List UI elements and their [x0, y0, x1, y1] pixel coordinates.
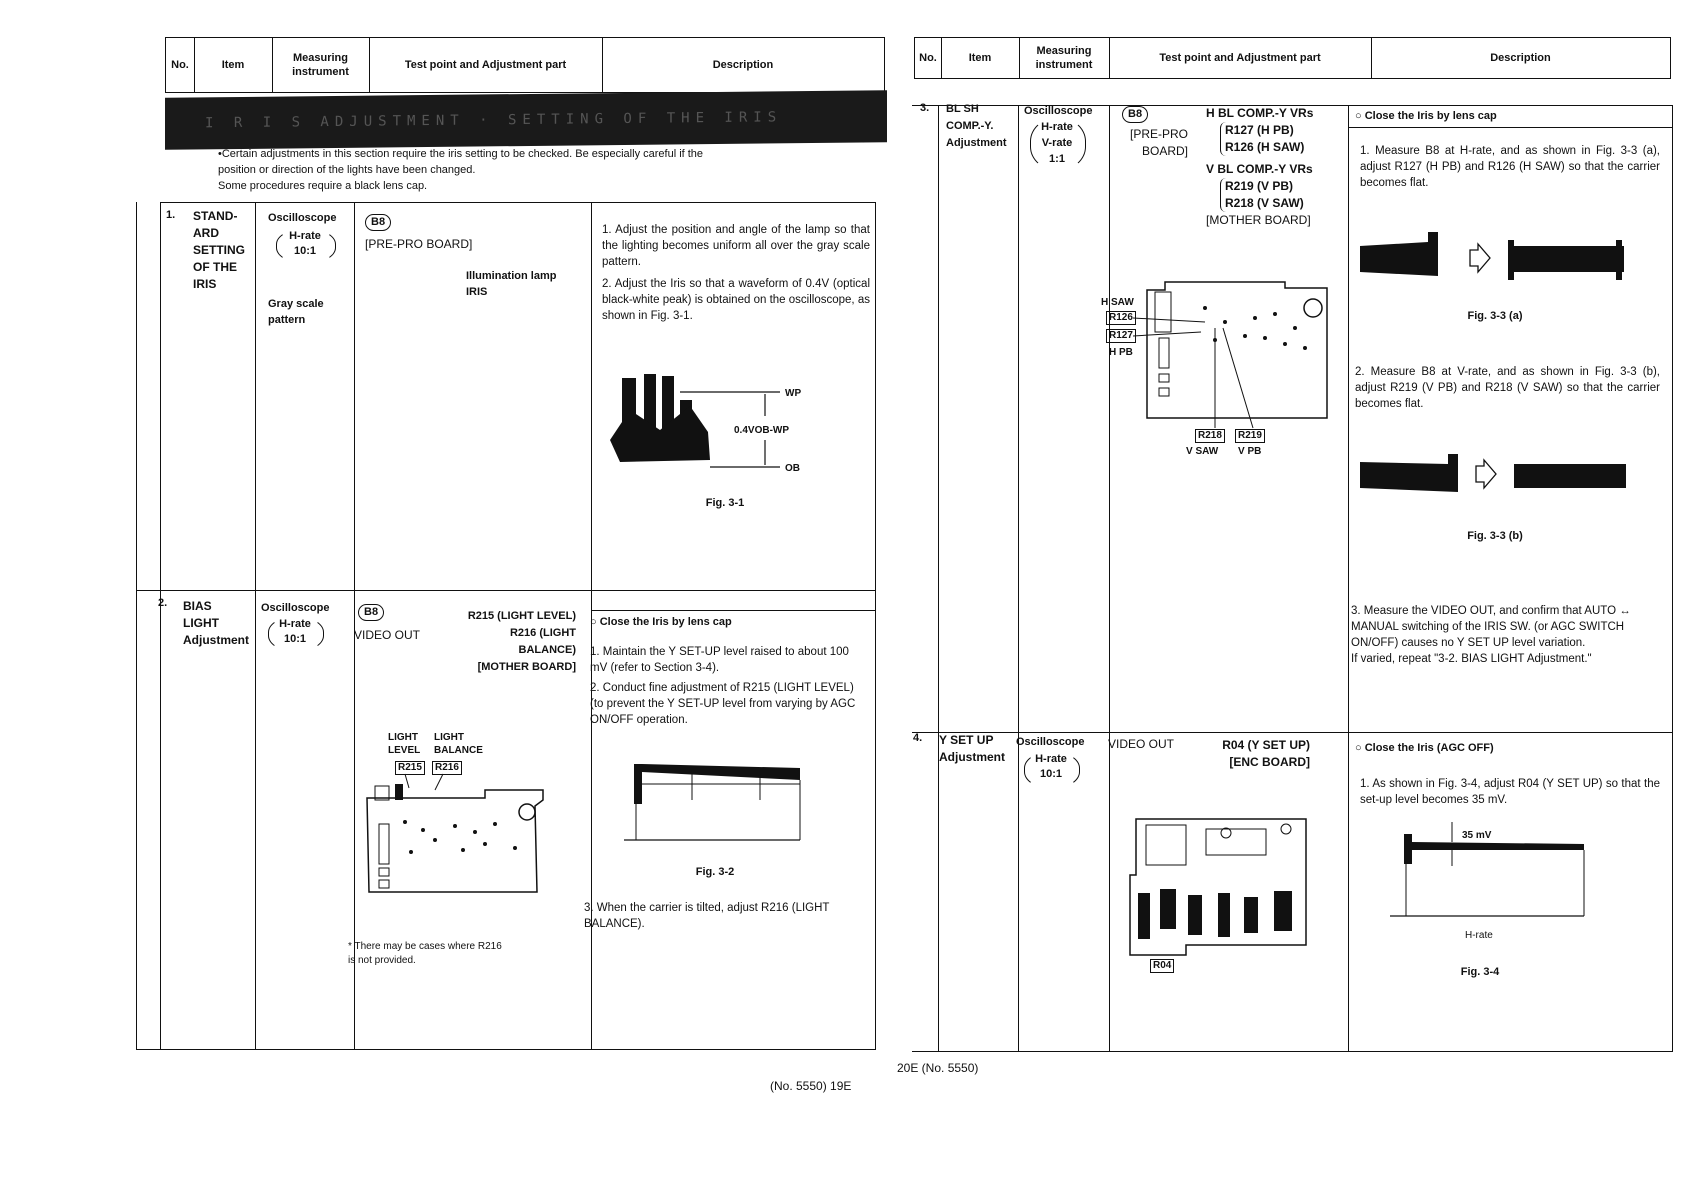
- row3-desc2: 2. Measure B8 at V-rate, and as shown in Fig. 3-3 (b), adjust R219 (V PB) and R218 (V SAW) so that the carrier becomes flat.: [1355, 366, 1660, 410]
- row3-lbl-vsaw: V SAW: [1186, 446, 1219, 457]
- row4-desc-head: ○ Close the Iris (AGC OFF): [1355, 742, 1494, 754]
- fig3-1-caption: Fig. 3-1: [705, 497, 745, 509]
- fig3-1-wp: WP: [785, 388, 802, 399]
- col-testpoint: Test point and Adjustment part: [369, 38, 603, 92]
- mother-board-drawing: [365, 780, 550, 900]
- row2-testpoint-badge: B8: [358, 604, 384, 621]
- row3-rate: H-rate V-rate 1:1: [1041, 121, 1073, 165]
- row4-parts: R04 (Y SET UP) [ENC BOARD]: [1222, 738, 1310, 769]
- row1-item: STAND- ARD SETTING OF THE IRIS: [193, 209, 246, 291]
- row4-desc1: 1. As shown in Fig. 3-4, adjust R04 (Y SET UP) so that the set-up level becomes 35 mV.: [1360, 778, 1660, 806]
- row1-extra: Gray scale pattern: [268, 298, 324, 326]
- footer-left: (No. 5550) 19E: [770, 1079, 852, 1093]
- pre-pro-board-drawing: [1145, 278, 1335, 418]
- row1-board: [PRE-PRO BOARD]: [365, 237, 473, 251]
- row2-label-level: LIGHT LEVEL: [388, 732, 421, 756]
- row2-desc-head: ○ Close the Iris by lens cap: [590, 616, 732, 628]
- row3-box-r127: R127: [1106, 329, 1136, 343]
- row3-parts1: H BL COMP.-Y VRs: [1206, 106, 1314, 120]
- row3-board: [PRE-PRO BOARD]: [1129, 127, 1188, 158]
- row3-desc-head: ○ Close the Iris by lens cap: [1355, 110, 1497, 122]
- row4-instrument: Oscilloscope: [1016, 736, 1085, 748]
- intro-note: •Certain adjustments in this section require the iris setting to be checked. Be especially careful if the position or direction of the lights have been changed. Some procedures require a black lens cap.: [218, 148, 704, 192]
- col-description: Description: [712, 59, 774, 71]
- col-item: Item: [194, 38, 273, 92]
- fig3-3a-waveform: [1358, 222, 1628, 292]
- fig3-4-mv: 35 mV: [1462, 830, 1492, 841]
- fig3-3a-caption: Fig. 3-3 (a): [1467, 310, 1523, 322]
- row2-box-r215: R215: [395, 761, 425, 775]
- footer-right: 20E (No. 5550): [897, 1061, 979, 1075]
- fig3-1-mid: 0.4VOB-WP: [734, 425, 790, 436]
- row1-instrument: Oscilloscope: [268, 212, 337, 224]
- left-header-row: [165, 37, 885, 93]
- row2-rate: H-rate 10:1: [279, 618, 311, 645]
- row2-instrument: Oscilloscope: [261, 602, 330, 614]
- row3-testpoint-badge: B8: [1122, 106, 1148, 123]
- row3-instrument: Oscilloscope: [1024, 105, 1093, 117]
- enc-board-drawing: [1126, 815, 1316, 955]
- row1-no: 1.: [166, 209, 176, 221]
- row2-parts: R215 (LIGHT LEVEL) R216 (LIGHT BALANCE) [MOTHER BOARD]: [467, 610, 576, 673]
- row3-lbl-vpb: V PB: [1238, 446, 1262, 457]
- fig3-4-caption: Fig. 3-4: [1460, 966, 1500, 978]
- row3-parts1b: R127 (H PB) R126 (H SAW): [1220, 122, 1304, 156]
- row2-desc3: 3. When the carrier is tilted, adjust R216 (LIGHT BALANCE).: [584, 902, 830, 930]
- col-no: No.: [166, 38, 195, 92]
- row3-parts3: [MOTHER BOARD]: [1206, 213, 1311, 227]
- row3-item: BL SH COMP.-Y. Adjustment: [946, 103, 1007, 149]
- row3-box-r218: R218: [1195, 429, 1225, 443]
- row3-lbl-hsaw: H SAW: [1101, 297, 1134, 308]
- fig3-2-caption: Fig. 3-2: [695, 866, 735, 878]
- row4-no: 4.: [913, 732, 923, 744]
- row4-item: Y SET UP Adjustment: [939, 733, 1005, 764]
- row1-parts: Illumination lamp IRIS: [466, 270, 557, 298]
- row2-label-balance: LIGHT BALANCE: [434, 732, 483, 756]
- col-description-r: Description: [1490, 52, 1551, 64]
- row2-desc2: 2. Conduct fine adjustment of R215 (LIGHT LEVEL) (to prevent the Y SET-UP level from varying by AGC ON/OFF operation.: [590, 682, 856, 726]
- col-instrument-r: Measuring instrument: [1019, 38, 1110, 78]
- row2-note: * There may be cases where R216 is not provided.: [348, 941, 502, 966]
- row3-lbl-hpb: H PB: [1109, 347, 1133, 358]
- col-testpoint-r: Test point and Adjustment part: [1109, 38, 1372, 78]
- row1-testpoint-badge: B8: [365, 214, 391, 231]
- row4-rate: H-rate 10:1: [1035, 753, 1067, 780]
- row4-video: VIDEO OUT: [1108, 737, 1175, 751]
- row3-box-r219: R219: [1235, 429, 1265, 443]
- fig3-2-waveform: [620, 750, 810, 850]
- row3-parts2b: R219 (V PB) R218 (V SAW): [1220, 178, 1304, 212]
- row1-rate: H-rate 10:1: [289, 230, 321, 257]
- banner-text: I R I S ADJUSTMENT · SETTING OF THE IRIS: [205, 109, 783, 132]
- row3-desc3: 3. Measure the VIDEO OUT, and confirm that AUTO ↔ MANUAL switching of the IRIS SW. (or AGC SWITCH ON/OFF) causes no Y SET UP level variation. If varied, repeat "3-2. BIAS LIGHT Adjustment.": [1351, 605, 1631, 665]
- row3-desc1: 1. Measure B8 at H-rate, and as shown in Fig. 3-3 (a), adjust R127 (H PB) and R126 (H SAW) so that the carrier becomes flat.: [1360, 145, 1660, 189]
- col-no-r: No.: [915, 38, 942, 78]
- row1-desc2: 2. Adjust the Iris so that a waveform of 0.4V (optical black-white peak) is obtained on the oscilloscope, as shown in Fig. 3-1.: [602, 278, 870, 322]
- right-header-row: [914, 37, 1671, 79]
- fig3-3b-waveform: [1358, 440, 1628, 510]
- section-banner: [165, 90, 887, 150]
- row2-item: BIAS LIGHT Adjustment: [183, 599, 249, 647]
- row2-no: 2.: [158, 597, 168, 609]
- row2-box-r216: R216: [432, 761, 462, 775]
- row4-box-r04: R04: [1150, 959, 1174, 973]
- row2-desc1: 1. Maintain the Y SET-UP level raised to about 100 mV (refer to Section 3-4).: [590, 646, 849, 674]
- col-item-r: Item: [941, 38, 1020, 78]
- row1-desc1: 1. Adjust the position and angle of the lamp so that the lighting becomes uniform all over the gray scale pattern.: [602, 224, 870, 268]
- col-instrument: Measuring instrument: [272, 38, 370, 92]
- row3-no: 3.: [920, 102, 930, 114]
- row3-parts2: V BL COMP.-Y VRs: [1206, 162, 1313, 176]
- row2-video: VIDEO OUT: [354, 628, 421, 642]
- row3-box-r126: R126: [1106, 311, 1136, 325]
- fig3-3b-caption: Fig. 3-3 (b): [1467, 530, 1523, 542]
- fig3-4-hrate: H-rate: [1465, 930, 1493, 941]
- fig3-1-ob: OB: [785, 463, 800, 474]
